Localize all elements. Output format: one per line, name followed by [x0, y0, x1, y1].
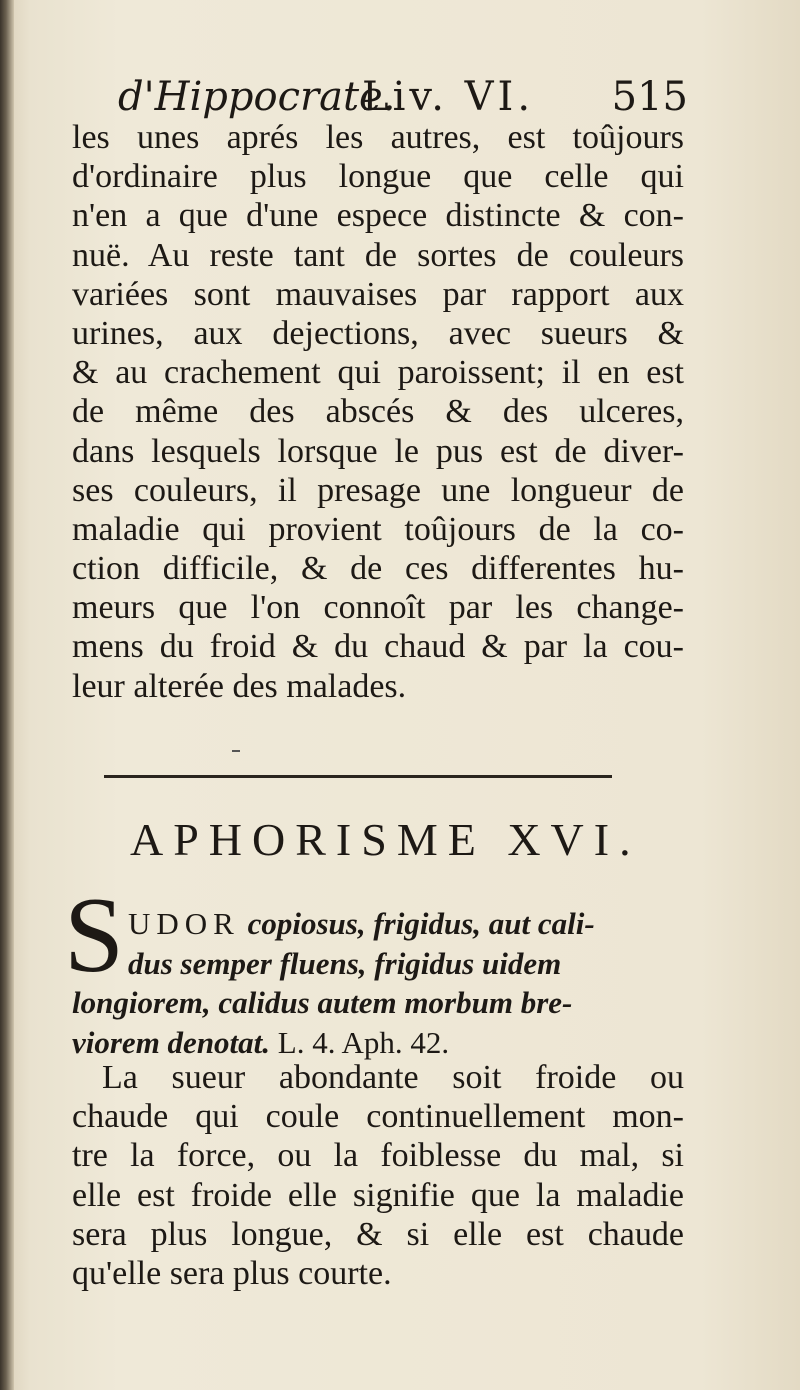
text-line: ses couleurs, il presage une longueur de: [72, 471, 684, 509]
latin-text: viorem denotat.: [72, 1024, 271, 1060]
page-number: 515: [611, 74, 688, 120]
drop-cap: S: [64, 876, 125, 995]
book-binding-edge: [0, 0, 14, 1390]
text-line: meurs que l'on connoît par les change-: [72, 589, 684, 627]
text-line: leur alterée des malades.: [72, 667, 407, 705]
text-line: dans lesquels lorsque le pus est de diver-: [72, 432, 684, 470]
latin-line: [72, 983, 684, 1023]
ink-mark: [232, 750, 240, 752]
text-line: nuë. Au reste tant de sortes de couleurs: [72, 236, 684, 274]
latin-line: [72, 944, 684, 984]
text-line: de même des abscés & des ulceres,: [72, 393, 684, 431]
text-line: chaude qui coule continuellement mon-: [72, 1098, 684, 1136]
paragraph-continued: [72, 118, 684, 706]
text-line: & au crachement qui paroissent; il en est: [72, 354, 684, 392]
latin-line: [72, 904, 684, 944]
text-line: ction difficile, & de ces differentes hu-: [72, 550, 684, 588]
text-line: variées sont mauvaises par rapport aux: [72, 275, 684, 313]
text-line: tre la force, ou la foiblesse du mal, si: [72, 1137, 684, 1175]
latin-caps: UDOR: [128, 906, 240, 941]
text-line: urines, aux dejections, avec sueurs &: [72, 314, 684, 352]
text-line: n'en a que d'une espece distincte & con-: [72, 197, 684, 235]
aphorism-heading: APHORISME XVI.: [130, 814, 641, 865]
latin-text: copiosus, frigidus, aut cali-: [247, 906, 595, 941]
latin-text: longiorem, calidus autem morbum bre-: [72, 985, 573, 1020]
paragraph-commentary: [72, 1058, 684, 1293]
text-line: mens du froid & du chaud & par la cou-: [72, 628, 684, 666]
running-title: d'Hippocrate.: [118, 74, 396, 120]
book-number: Liv. VI.: [362, 74, 535, 120]
text-line: d'ordinaire plus longue que celle qui: [72, 158, 684, 196]
text-line: elle est froide elle signifie que la maladie: [72, 1176, 684, 1214]
section-divider-rule: [104, 775, 612, 778]
text-line: maladie qui provient toûjours de la co-: [72, 510, 684, 548]
text-line: sera plus longue, & si elle est chaude: [72, 1215, 684, 1253]
text-line: les unes aprés les autres, est toûjours: [72, 119, 684, 156]
latin-aphorism: [72, 904, 684, 1062]
latin-line: [72, 1023, 684, 1063]
text-line: qu'elle sera plus courte.: [72, 1254, 392, 1292]
running-header: [118, 70, 688, 124]
text-line: La sueur abondante soit froide ou: [102, 1059, 684, 1096]
latin-text: dus semper fluens, frigidus uidem: [128, 945, 562, 981]
aphorism-reference: L. 4. Aph. 42.: [270, 1024, 450, 1060]
